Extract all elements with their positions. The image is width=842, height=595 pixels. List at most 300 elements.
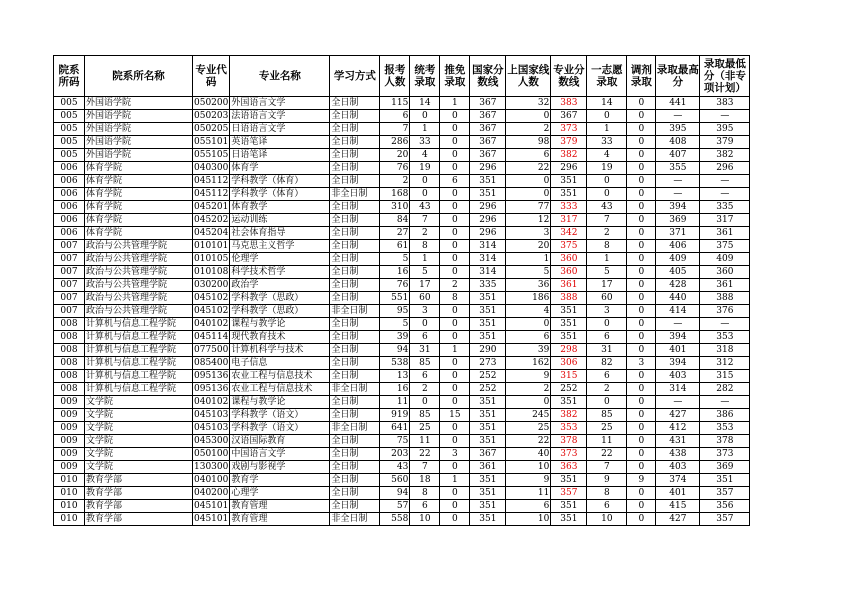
exempt-admitted-cell: 0 bbox=[440, 162, 470, 175]
transfer-cell: 0 bbox=[627, 292, 656, 305]
table-body bbox=[54, 97, 750, 526]
study-mode-cell: 全日制 bbox=[330, 461, 380, 474]
dept-name-cell: 计算机与信息工程学院 bbox=[85, 370, 193, 383]
max-score-cell: 394 bbox=[656, 357, 700, 370]
major-line-cell: 298 bbox=[551, 344, 587, 357]
major-name-cell: 教育管理 bbox=[230, 500, 330, 513]
dept-name-cell: 文学院 bbox=[85, 435, 193, 448]
max-score-cell: 355 bbox=[656, 162, 700, 175]
major-name-cell: 学科教学（体育） bbox=[230, 188, 330, 201]
header-first-choice: 一志愿录取 bbox=[587, 56, 627, 97]
study-mode-cell: 全日制 bbox=[330, 396, 380, 409]
national-line-cell: 296 bbox=[470, 201, 506, 214]
above-national-cell: 6 bbox=[506, 500, 551, 513]
major-name-cell: 英语笔译 bbox=[230, 136, 330, 149]
dept-code-cell: 008 bbox=[54, 318, 85, 331]
national-line-cell: 361 bbox=[470, 461, 506, 474]
study-mode-cell: 全日制 bbox=[330, 487, 380, 500]
transfer-cell: 0 bbox=[627, 422, 656, 435]
dept-name-cell: 文学院 bbox=[85, 409, 193, 422]
major-name-cell: 计算机科学与技术 bbox=[230, 344, 330, 357]
header-dept-code: 院系所码 bbox=[54, 56, 85, 97]
applicants-cell: 5 bbox=[380, 318, 410, 331]
exempt-admitted-cell: 0 bbox=[440, 240, 470, 253]
major-line-cell: 357 bbox=[551, 487, 587, 500]
first-choice-cell: 0 bbox=[587, 318, 627, 331]
dept-name-cell: 教育学部 bbox=[85, 513, 193, 526]
dept-name-cell: 体育学院 bbox=[85, 188, 193, 201]
major-name-cell: 体育学 bbox=[230, 162, 330, 175]
dept-code-cell: 010 bbox=[54, 500, 85, 513]
table-row bbox=[54, 357, 750, 370]
min-score-cell: 351 bbox=[700, 474, 750, 487]
applicants-cell: 641 bbox=[380, 422, 410, 435]
max-score-cell: 408 bbox=[656, 136, 700, 149]
dept-code-cell: 005 bbox=[54, 136, 85, 149]
national-line-cell: 351 bbox=[470, 331, 506, 344]
min-score-cell: 376 bbox=[700, 305, 750, 318]
first-choice-cell: 0 bbox=[587, 110, 627, 123]
dept-name-cell: 教育学部 bbox=[85, 487, 193, 500]
applicants-cell: 168 bbox=[380, 188, 410, 201]
national-line-cell: 351 bbox=[470, 305, 506, 318]
exempt-admitted-cell: 0 bbox=[440, 123, 470, 136]
above-national-cell: 20 bbox=[506, 240, 551, 253]
above-national-cell: 162 bbox=[506, 357, 551, 370]
major-name-cell: 汉语国际教育 bbox=[230, 435, 330, 448]
transfer-cell: 0 bbox=[627, 123, 656, 136]
national-line-cell: 367 bbox=[470, 448, 506, 461]
applicants-cell: 39 bbox=[380, 331, 410, 344]
dept-name-cell: 体育学院 bbox=[85, 214, 193, 227]
major-line-cell: 333 bbox=[551, 201, 587, 214]
above-national-cell: 0 bbox=[506, 188, 551, 201]
exam-admitted-cell: 10 bbox=[410, 513, 440, 526]
min-score-cell: 356 bbox=[700, 500, 750, 513]
above-national-cell: 1 bbox=[506, 253, 551, 266]
major-code-cell: 045103 bbox=[194, 410, 229, 420]
study-mode-cell: 全日制 bbox=[330, 149, 380, 162]
major-code-cell: 030200 bbox=[194, 280, 229, 290]
max-score-cell: 414 bbox=[656, 305, 700, 318]
applicants-cell: 95 bbox=[380, 305, 410, 318]
min-score-cell: — bbox=[700, 188, 750, 201]
above-national-cell: 4 bbox=[506, 305, 551, 318]
dept-code-cell: 008 bbox=[54, 357, 85, 370]
major-name-cell: 学科教学（语文） bbox=[230, 409, 330, 422]
study-mode-cell: 全日制 bbox=[330, 110, 380, 123]
above-national-cell: 36 bbox=[506, 279, 551, 292]
exam-admitted-cell: 60 bbox=[410, 292, 440, 305]
major-name-cell: 外国语言文学 bbox=[230, 97, 330, 110]
major-code-cell: 045201 bbox=[194, 202, 229, 212]
dept-code-cell: 006 bbox=[54, 175, 85, 188]
first-choice-cell: 8 bbox=[587, 240, 627, 253]
table-row bbox=[54, 461, 750, 474]
dept-name-cell: 政治与公共管理学院 bbox=[85, 240, 193, 253]
major-line-cell: 351 bbox=[551, 500, 587, 513]
transfer-cell: 0 bbox=[627, 461, 656, 474]
major-code-cell: 095136 bbox=[194, 371, 229, 381]
table-row bbox=[54, 279, 750, 292]
transfer-cell: 0 bbox=[627, 175, 656, 188]
transfer-cell: 0 bbox=[627, 240, 656, 253]
table-row bbox=[54, 136, 750, 149]
study-mode-cell: 全日制 bbox=[330, 318, 380, 331]
major-code-cell: 045114 bbox=[194, 332, 229, 342]
national-line-cell: 367 bbox=[470, 110, 506, 123]
study-mode-cell: 全日制 bbox=[330, 136, 380, 149]
national-line-cell: 367 bbox=[470, 97, 506, 110]
first-choice-cell: 1 bbox=[587, 123, 627, 136]
study-mode-cell: 全日制 bbox=[330, 331, 380, 344]
exam-admitted-cell: 7 bbox=[410, 461, 440, 474]
applicants-cell: 560 bbox=[380, 474, 410, 487]
applicants-cell: 43 bbox=[380, 461, 410, 474]
exempt-admitted-cell: 0 bbox=[440, 149, 470, 162]
transfer-cell: 0 bbox=[627, 305, 656, 318]
above-national-cell: 9 bbox=[506, 370, 551, 383]
transfer-cell: 0 bbox=[627, 162, 656, 175]
dept-name-cell: 文学院 bbox=[85, 422, 193, 435]
major-code-cell: 130300 bbox=[194, 462, 229, 472]
header-applicants: 报考人数 bbox=[380, 56, 410, 97]
table-row bbox=[54, 175, 750, 188]
exempt-admitted-cell: 6 bbox=[440, 175, 470, 188]
dept-code-cell: 009 bbox=[54, 396, 85, 409]
study-mode-cell: 非全日制 bbox=[330, 383, 380, 396]
major-code-cell: 040102 bbox=[194, 319, 229, 329]
transfer-cell: 0 bbox=[627, 214, 656, 227]
max-score-cell: 440 bbox=[656, 292, 700, 305]
transfer-cell: 0 bbox=[627, 136, 656, 149]
first-choice-cell: 1 bbox=[587, 253, 627, 266]
national-line-cell: 351 bbox=[470, 188, 506, 201]
exam-admitted-cell: 19 bbox=[410, 162, 440, 175]
dept-name-cell: 教育学部 bbox=[85, 474, 193, 487]
table-row bbox=[54, 97, 750, 110]
exam-admitted-cell: 18 bbox=[410, 474, 440, 487]
max-score-cell: 428 bbox=[656, 279, 700, 292]
national-line-cell: 351 bbox=[470, 474, 506, 487]
max-score-cell: 407 bbox=[656, 149, 700, 162]
min-score-cell: 318 bbox=[700, 344, 750, 357]
national-line-cell: 351 bbox=[470, 318, 506, 331]
exam-admitted-cell: 0 bbox=[410, 110, 440, 123]
dept-code-cell: 006 bbox=[54, 227, 85, 240]
min-score-cell: 357 bbox=[700, 513, 750, 526]
max-score-cell: — bbox=[656, 188, 700, 201]
major-code-cell: 040300 bbox=[194, 163, 229, 173]
applicants-cell: 551 bbox=[380, 292, 410, 305]
exam-admitted-cell: 0 bbox=[410, 188, 440, 201]
max-score-cell: 427 bbox=[656, 409, 700, 422]
applicants-cell: 94 bbox=[380, 487, 410, 500]
max-score-cell: 441 bbox=[656, 97, 700, 110]
major-name-cell: 学科教学（体育） bbox=[230, 175, 330, 188]
exam-admitted-cell: 31 bbox=[410, 344, 440, 357]
first-choice-cell: 22 bbox=[587, 448, 627, 461]
above-national-cell: 186 bbox=[506, 292, 551, 305]
dept-code-cell: 010 bbox=[54, 474, 85, 487]
major-name-cell: 农业工程与信息技术 bbox=[230, 383, 330, 396]
transfer-cell: 0 bbox=[627, 110, 656, 123]
major-line-cell: 351 bbox=[551, 513, 587, 526]
first-choice-cell: 6 bbox=[587, 500, 627, 513]
exam-admitted-cell: 0 bbox=[410, 396, 440, 409]
dept-name-cell: 外国语学院 bbox=[85, 110, 193, 123]
major-line-cell: 317 bbox=[551, 214, 587, 227]
exempt-admitted-cell: 0 bbox=[440, 136, 470, 149]
national-line-cell: 296 bbox=[470, 227, 506, 240]
applicants-cell: 84 bbox=[380, 214, 410, 227]
exam-admitted-cell: 6 bbox=[410, 370, 440, 383]
major-line-cell: 351 bbox=[551, 305, 587, 318]
first-choice-cell: 7 bbox=[587, 461, 627, 474]
min-score-cell: 361 bbox=[700, 227, 750, 240]
above-national-cell: 9 bbox=[506, 474, 551, 487]
national-line-cell: 290 bbox=[470, 344, 506, 357]
major-line-cell: 379 bbox=[551, 136, 587, 149]
first-choice-cell: 7 bbox=[587, 214, 627, 227]
transfer-cell: 0 bbox=[627, 97, 656, 110]
first-choice-cell: 9 bbox=[587, 474, 627, 487]
table-row bbox=[54, 370, 750, 383]
table-row bbox=[54, 292, 750, 305]
transfer-cell: 0 bbox=[627, 344, 656, 357]
dept-code-cell: 009 bbox=[54, 409, 85, 422]
dept-name-cell: 外国语学院 bbox=[85, 97, 193, 110]
table-row bbox=[54, 435, 750, 448]
table-row bbox=[54, 331, 750, 344]
header-major-name: 专业名称 bbox=[230, 56, 330, 97]
major-line-cell: 373 bbox=[551, 123, 587, 136]
table-row bbox=[54, 149, 750, 162]
major-name-cell: 心理学 bbox=[230, 487, 330, 500]
exempt-admitted-cell: 15 bbox=[440, 409, 470, 422]
dept-name-cell: 计算机与信息工程学院 bbox=[85, 318, 193, 331]
study-mode-cell: 全日制 bbox=[330, 175, 380, 188]
transfer-cell: 0 bbox=[627, 370, 656, 383]
dept-code-cell: 007 bbox=[54, 266, 85, 279]
min-score-cell: 335 bbox=[700, 201, 750, 214]
first-choice-cell: 43 bbox=[587, 201, 627, 214]
exempt-admitted-cell: 0 bbox=[440, 357, 470, 370]
study-mode-cell: 全日制 bbox=[330, 253, 380, 266]
study-mode-cell: 全日制 bbox=[330, 227, 380, 240]
major-code-cell: 045300 bbox=[194, 436, 229, 446]
study-mode-cell: 非全日制 bbox=[330, 513, 380, 526]
exam-admitted-cell: 43 bbox=[410, 201, 440, 214]
above-national-cell: 2 bbox=[506, 383, 551, 396]
applicants-cell: 61 bbox=[380, 240, 410, 253]
min-score-cell: 395 bbox=[700, 123, 750, 136]
exam-admitted-cell: 6 bbox=[410, 500, 440, 513]
study-mode-cell: 全日制 bbox=[330, 474, 380, 487]
national-line-cell: 252 bbox=[470, 383, 506, 396]
first-choice-cell: 60 bbox=[587, 292, 627, 305]
dept-code-cell: 010 bbox=[54, 513, 85, 526]
major-name-cell: 科学技术哲学 bbox=[230, 266, 330, 279]
max-score-cell: 431 bbox=[656, 435, 700, 448]
above-national-cell: 25 bbox=[506, 422, 551, 435]
header-national-line: 国家分数线 bbox=[470, 56, 506, 97]
applicants-cell: 76 bbox=[380, 162, 410, 175]
major-line-cell: 382 bbox=[551, 149, 587, 162]
exam-admitted-cell: 0 bbox=[410, 318, 440, 331]
national-line-cell: 351 bbox=[470, 500, 506, 513]
study-mode-cell: 全日制 bbox=[330, 97, 380, 110]
exempt-admitted-cell: 0 bbox=[440, 370, 470, 383]
transfer-cell: 0 bbox=[627, 149, 656, 162]
first-choice-cell: 19 bbox=[587, 162, 627, 175]
first-choice-cell: 11 bbox=[587, 435, 627, 448]
major-line-cell: 315 bbox=[551, 370, 587, 383]
applicants-cell: 5 bbox=[380, 253, 410, 266]
exam-admitted-cell: 8 bbox=[410, 487, 440, 500]
major-name-cell: 课程与教学论 bbox=[230, 396, 330, 409]
min-score-cell: 382 bbox=[700, 149, 750, 162]
exam-admitted-cell: 1 bbox=[410, 123, 440, 136]
transfer-cell: 0 bbox=[627, 500, 656, 513]
above-national-cell: 39 bbox=[506, 344, 551, 357]
table-row bbox=[54, 188, 750, 201]
first-choice-cell: 0 bbox=[587, 175, 627, 188]
study-mode-cell: 全日制 bbox=[330, 409, 380, 422]
transfer-cell: 3 bbox=[627, 357, 656, 370]
above-national-cell: 6 bbox=[506, 331, 551, 344]
header-study-mode: 学习方式 bbox=[330, 56, 380, 97]
min-score-cell: 360 bbox=[700, 266, 750, 279]
major-code-cell: 040100 bbox=[194, 475, 229, 485]
max-score-cell: 405 bbox=[656, 266, 700, 279]
major-name-cell: 日语语言文学 bbox=[230, 123, 330, 136]
exam-admitted-cell: 1 bbox=[410, 253, 440, 266]
dept-name-cell: 体育学院 bbox=[85, 175, 193, 188]
major-code-cell: 040102 bbox=[194, 397, 229, 407]
first-choice-cell: 33 bbox=[587, 136, 627, 149]
max-score-cell: 374 bbox=[656, 474, 700, 487]
applicants-cell: 6 bbox=[380, 110, 410, 123]
header-major-line: 专业分数线 bbox=[551, 56, 587, 97]
dept-code-cell: 010 bbox=[54, 487, 85, 500]
major-code-cell: 045112 bbox=[194, 176, 229, 186]
exam-admitted-cell: 8 bbox=[410, 240, 440, 253]
major-line-cell: 252 bbox=[551, 383, 587, 396]
major-name-cell: 马克思主义哲学 bbox=[230, 240, 330, 253]
transfer-cell: 0 bbox=[627, 318, 656, 331]
max-score-cell: — bbox=[656, 110, 700, 123]
table-row bbox=[54, 383, 750, 396]
max-score-cell: 369 bbox=[656, 214, 700, 227]
national-line-cell: 367 bbox=[470, 123, 506, 136]
major-code-cell: 055105 bbox=[194, 150, 229, 160]
major-line-cell: 351 bbox=[551, 331, 587, 344]
above-national-cell: 22 bbox=[506, 162, 551, 175]
exam-admitted-cell: 22 bbox=[410, 448, 440, 461]
table-row bbox=[54, 318, 750, 331]
dept-name-cell: 政治与公共管理学院 bbox=[85, 305, 193, 318]
dept-code-cell: 005 bbox=[54, 123, 85, 136]
transfer-cell: 0 bbox=[627, 513, 656, 526]
table-row bbox=[54, 240, 750, 253]
transfer-cell: 0 bbox=[627, 331, 656, 344]
exempt-admitted-cell: 2 bbox=[440, 279, 470, 292]
major-name-cell: 法语语言文学 bbox=[230, 110, 330, 123]
first-choice-cell: 2 bbox=[587, 227, 627, 240]
dept-code-cell: 005 bbox=[54, 97, 85, 110]
major-code-cell: 095136 bbox=[194, 384, 229, 394]
first-choice-cell: 8 bbox=[587, 487, 627, 500]
major-name-cell: 教育学 bbox=[230, 474, 330, 487]
major-line-cell: 378 bbox=[551, 435, 587, 448]
exam-admitted-cell: 14 bbox=[410, 97, 440, 110]
major-name-cell: 政治学 bbox=[230, 279, 330, 292]
above-national-cell: 77 bbox=[506, 201, 551, 214]
max-score-cell: — bbox=[656, 396, 700, 409]
min-score-cell: 282 bbox=[700, 383, 750, 396]
transfer-cell: 0 bbox=[627, 227, 656, 240]
exempt-admitted-cell: 1 bbox=[440, 97, 470, 110]
table-row bbox=[54, 344, 750, 357]
major-line-cell: 367 bbox=[551, 110, 587, 123]
dept-name-cell: 文学院 bbox=[85, 448, 193, 461]
study-mode-cell: 全日制 bbox=[330, 435, 380, 448]
transfer-cell: 0 bbox=[627, 279, 656, 292]
header-min-score: 录取最低分（非专项计划） bbox=[700, 56, 750, 97]
exempt-admitted-cell: 0 bbox=[440, 435, 470, 448]
admissions-table bbox=[53, 55, 750, 526]
max-score-cell: 427 bbox=[656, 513, 700, 526]
study-mode-cell: 全日制 bbox=[330, 500, 380, 513]
min-score-cell: 386 bbox=[700, 409, 750, 422]
dept-code-cell: 006 bbox=[54, 214, 85, 227]
major-line-cell: 383 bbox=[551, 97, 587, 110]
table-row bbox=[54, 500, 750, 513]
exempt-admitted-cell: 0 bbox=[440, 331, 470, 344]
major-name-cell: 日语笔译 bbox=[230, 149, 330, 162]
above-national-cell: 245 bbox=[506, 409, 551, 422]
applicants-cell: 203 bbox=[380, 448, 410, 461]
header-max-score: 录取最高分 bbox=[656, 56, 700, 97]
table-row bbox=[54, 110, 750, 123]
exam-admitted-cell: 2 bbox=[410, 383, 440, 396]
study-mode-cell: 全日制 bbox=[330, 162, 380, 175]
min-score-cell: 373 bbox=[700, 448, 750, 461]
major-name-cell: 体育教学 bbox=[230, 201, 330, 214]
first-choice-cell: 0 bbox=[587, 188, 627, 201]
major-line-cell: 296 bbox=[551, 162, 587, 175]
transfer-cell: 0 bbox=[627, 188, 656, 201]
table-row bbox=[54, 123, 750, 136]
applicants-cell: 13 bbox=[380, 370, 410, 383]
study-mode-cell: 全日制 bbox=[330, 357, 380, 370]
dept-code-cell: 007 bbox=[54, 253, 85, 266]
min-score-cell: 409 bbox=[700, 253, 750, 266]
major-name-cell: 农业工程与信息技术 bbox=[230, 370, 330, 383]
first-choice-cell: 31 bbox=[587, 344, 627, 357]
exempt-admitted-cell: 8 bbox=[440, 292, 470, 305]
national-line-cell: 351 bbox=[470, 175, 506, 188]
applicants-cell: 16 bbox=[380, 383, 410, 396]
above-national-cell: 32 bbox=[506, 97, 551, 110]
exam-admitted-cell: 17 bbox=[410, 279, 440, 292]
min-score-cell: 361 bbox=[700, 279, 750, 292]
national-line-cell: 367 bbox=[470, 136, 506, 149]
exam-admitted-cell: 85 bbox=[410, 409, 440, 422]
major-line-cell: 351 bbox=[551, 396, 587, 409]
dept-code-cell: 007 bbox=[54, 305, 85, 318]
